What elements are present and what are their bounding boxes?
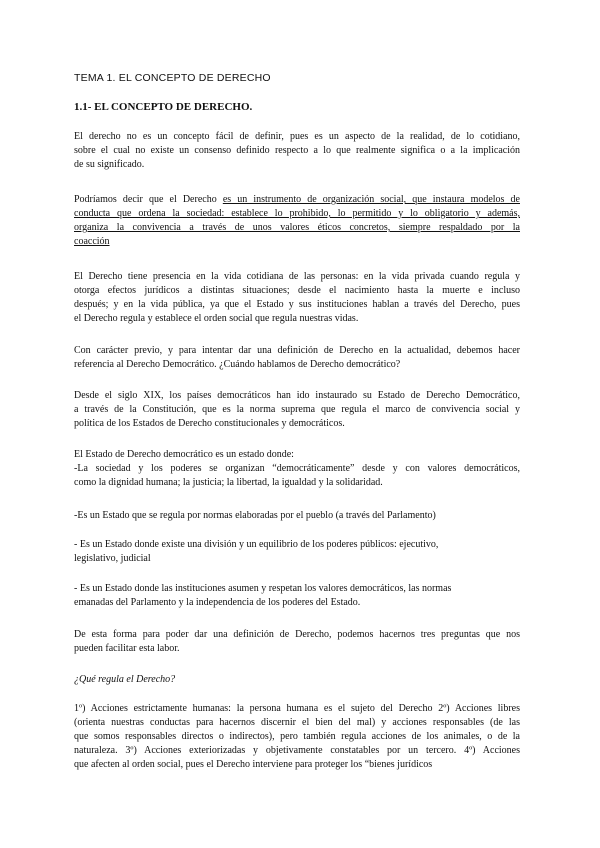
text-line: Desde el siglo XIX, los países democráticos han ido instaurado su Estado de Derecho Democrático,	[74, 390, 520, 401]
question-heading	[74, 673, 520, 687]
text-line: a través de la Constitución, que es la norma suprema que regula el marco de convivencia social y	[74, 404, 520, 415]
text-line: - Es un Estado donde las instituciones asumen y respetan los valores democráticos, las normas	[74, 583, 452, 594]
text-line: legislativo, judicial	[74, 553, 151, 564]
section-title: 1.1- EL CONCEPTO DE DERECHO.	[74, 101, 253, 113]
underlined-text-line: coacción	[74, 236, 110, 247]
text-line: El Estado de Derecho democrático es un estado donde:	[74, 449, 294, 460]
document-heading: TEMA 1. EL CONCEPTO DE DERECHO	[74, 72, 271, 84]
paragraph-state-definition	[74, 448, 520, 490]
text-line: pueden facilitar esta labor.	[74, 643, 180, 654]
underlined-text-line: organiza la convivencia a través de unos valores éticos concretos, siempre respaldado por la	[74, 222, 520, 233]
text-line: -Es un Estado que se regula por normas elaboradas por el pueblo (a través del Parlamento)	[74, 510, 436, 521]
text-line: -La sociedad y los poderes se organizan “democráticamente” desde y con valores democráticos,	[74, 463, 520, 474]
text-line: El Derecho tiene presencia en la vida cotidiana de las personas: en la vida privada cuando regula y	[74, 271, 520, 282]
text-line: referencia al Derecho Democrático. ¿Cuándo hablamos de Derecho democrático?	[74, 359, 401, 370]
text-line: - Es un Estado donde existe una división y un equilibrio de los poderes públicos: ejecutivo,	[74, 539, 439, 550]
paragraph-presence	[74, 270, 520, 326]
list-item-people	[74, 509, 520, 523]
text-line: naturaleza. 3º) Acciones exteriorizadas y objetivamente constatables por un tercero. 4º) Acciones	[74, 745, 520, 756]
underlined-text-line: conducta que ordena la sociedad: establece lo prohibido, lo permitido y lo obligatorio y además,	[74, 208, 520, 219]
list-item-powers	[74, 538, 520, 566]
list-item-institutions	[74, 582, 520, 610]
underlined-text: es un instrumento de organización social, que instaura modelos de	[222, 194, 520, 205]
paragraph-questions	[74, 628, 520, 656]
text-line: ¿Qué regula el Derecho?	[74, 674, 176, 685]
paragraph-definition	[74, 193, 520, 249]
text-line: sobre el cual no existe un consenso definido respecto a lo que realmente significa o a la implicación	[74, 145, 520, 156]
text-line: después; y en la vida pública, ya que el Estado y sus instituciones hablan a través del Derecho, pues	[74, 299, 520, 310]
text-line: política de los Estados de Derecho constitucionales y democráticos.	[74, 418, 345, 429]
plain-text: Podríamos decir que el Derecho	[74, 194, 223, 205]
paragraph-democratic-law	[74, 344, 520, 372]
paragraph-history	[74, 389, 520, 431]
text-line: de su significado.	[74, 159, 145, 170]
text-line: emanadas del Parlamento y la independencia de los poderes del Estado.	[74, 597, 361, 608]
text-line: el Derecho regula y establece el orden social que regula nuestras vidas.	[74, 313, 359, 324]
text-line: que somos responsables directos o indirectos), pero también regula acciones de los animales, o de la	[74, 731, 520, 742]
text-line: otorga efectos jurídicos a distintas situaciones; desde el nacimiento hasta la muerte e incluso	[74, 285, 520, 296]
text-line: De esta forma para poder dar una definición de Derecho, podemos hacernos tres preguntas que nos	[74, 629, 520, 640]
text-line: que afecten al orden social, pues el Derecho interviene para proteger los “bienes jurídicos	[74, 759, 433, 770]
text-line: Con carácter previo, y para intentar dar una definición de Derecho en la actualidad, debemos hacer	[74, 345, 520, 356]
text-line: (orienta nuestras conductas para hacernos discernir el bien del mal) y acciones responsables (de las	[74, 717, 520, 728]
text-line: 1º) Acciones estrictamente humanas: la persona humana es el sujeto del Derecho 2º) Acciones libres	[74, 703, 520, 714]
text-line: El derecho no es un concepto fácil de definir, pues es un aspecto de la realidad, de lo cotidiano,	[74, 131, 520, 142]
text-line	[74, 193, 520, 207]
paragraph-regulated-actions	[74, 702, 520, 772]
paragraph-definition-intro	[74, 130, 520, 172]
text-line: como la dignidad humana; la justicia; la libertad, la igualdad y la solidaridad.	[74, 477, 383, 488]
